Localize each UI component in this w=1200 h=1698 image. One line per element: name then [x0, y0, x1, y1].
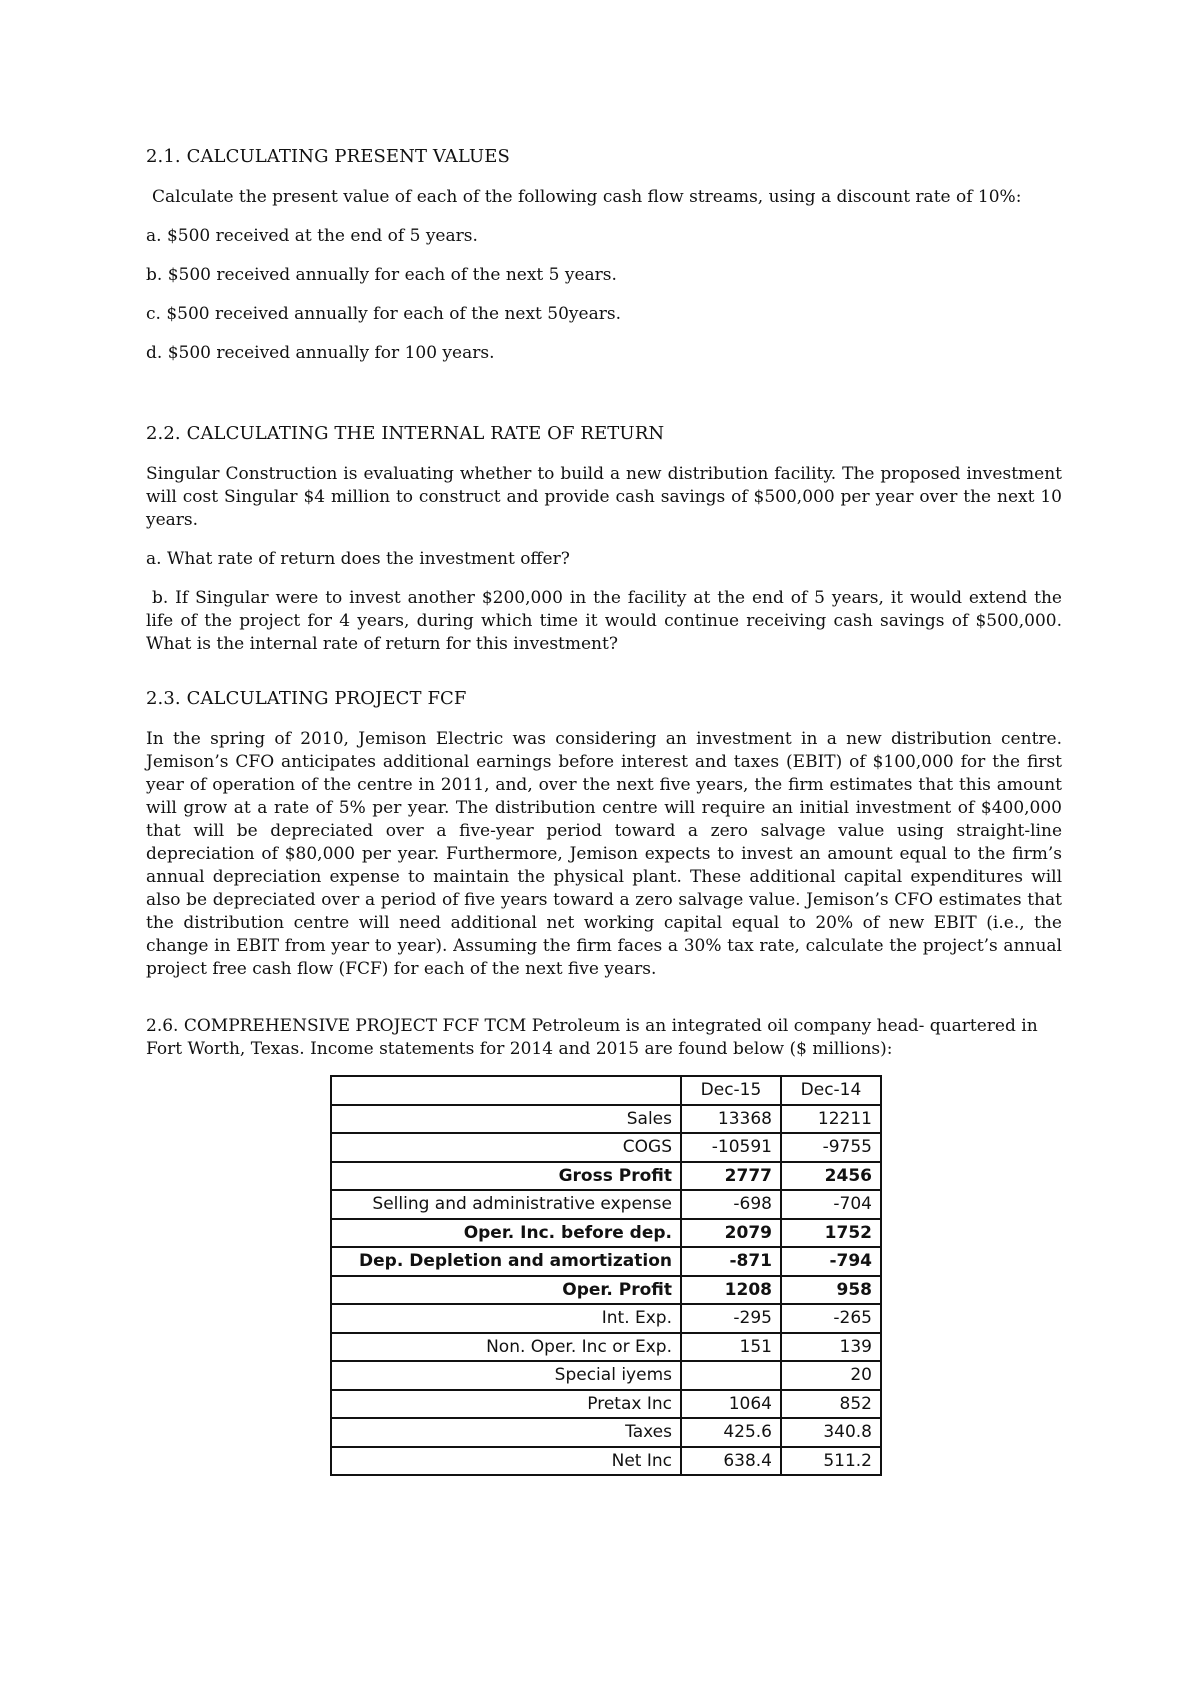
table-cell: 20 [781, 1361, 881, 1390]
table-row [331, 1304, 881, 1333]
table-cell: -794 [781, 1247, 881, 1276]
table-cell: 1064 [681, 1390, 781, 1419]
table-row [331, 1133, 881, 1162]
table-cell: 638.4 [681, 1447, 781, 1476]
list-item: d. $500 received annually for 100 years. [146, 343, 495, 363]
table-cell: 340.8 [781, 1418, 881, 1447]
section-2-6 [146, 1015, 1062, 1077]
row-label: Selling and administrative expense [331, 1190, 681, 1219]
table-cell: 1208 [681, 1276, 781, 1305]
list-item: a. What rate of return does the investment offer? [146, 549, 570, 569]
table-cell: 958 [781, 1276, 881, 1305]
section-heading: 2.1. CALCULATING PRESENT VALUES [146, 146, 510, 167]
table-cell [331, 1076, 681, 1105]
table-row [331, 1447, 881, 1476]
table-cell: 2456 [781, 1162, 881, 1191]
list-item: b. If Singular were to invest another $200,000 in the facility at the end of 5 years, it would extend the life of the project for 4 years, during which time it would continue receiving cash savings of $500,000. What is the internal rate of return for this investment? [146, 588, 1062, 654]
table-cell: -9755 [781, 1133, 881, 1162]
section-heading: 2.3. CALCULATING PROJECT FCF [146, 688, 467, 709]
table-row [331, 1247, 881, 1276]
table-header-row [331, 1076, 881, 1105]
row-label: Oper. Profit [331, 1276, 681, 1305]
row-label: COGS [331, 1133, 681, 1162]
column-header: Dec-14 [781, 1076, 881, 1105]
table-cell: 151 [681, 1333, 781, 1362]
table-cell: 2079 [681, 1219, 781, 1248]
table-cell: 852 [781, 1390, 881, 1419]
financial-table [330, 1075, 882, 1476]
table-row [331, 1162, 881, 1191]
section-intro: Singular Construction is evaluating whether to build a new distribution facility. The proposed investment will cost Singular $4 million to construct and provide cash savings of $500,000 per year over the next 10 years. [146, 464, 1062, 530]
table-cell: -698 [681, 1190, 781, 1219]
column-header: Dec-15 [681, 1076, 781, 1105]
table-row [331, 1361, 881, 1390]
table-cell [681, 1361, 781, 1390]
table-cell: -10591 [681, 1133, 781, 1162]
table-cell: 139 [781, 1333, 881, 1362]
row-label: Pretax Inc [331, 1390, 681, 1419]
section-intro: 2.6. COMPREHENSIVE PROJECT FCF TCM Petroleum is an integrated oil company head- quartered in Fort Worth, Texas. Income statements for 2014 and 2015 are found below ($ millions): [146, 1016, 1038, 1059]
table-row [331, 1219, 881, 1248]
table-cell: 425.6 [681, 1418, 781, 1447]
table-row [331, 1390, 881, 1419]
row-label: Dep. Depletion and amortization [331, 1247, 681, 1276]
table-cell: 2777 [681, 1162, 781, 1191]
table-cell: 12211 [781, 1105, 881, 1134]
table-cell: -295 [681, 1304, 781, 1333]
list-item: c. $500 received annually for each of the next 50years. [146, 304, 621, 324]
table-row [331, 1418, 881, 1447]
list-item: b. $500 received annually for each of the next 5 years. [146, 265, 617, 285]
table-cell: 1752 [781, 1219, 881, 1248]
row-label: Gross Profit [331, 1162, 681, 1191]
income-statement-table [330, 1075, 882, 1476]
table-row [331, 1190, 881, 1219]
section-2-3 [146, 688, 1062, 997]
table-cell: 13368 [681, 1105, 781, 1134]
table-row [331, 1105, 881, 1134]
row-label: Sales [331, 1105, 681, 1134]
section-heading: 2.2. CALCULATING THE INTERNAL RATE OF RETURN [146, 423, 665, 444]
table-row [331, 1276, 881, 1305]
section-body: In the spring of 2010, Jemison Electric was considering an investment in a new distribution centre. Jemison’s CFO anticipates additional earnings before interest and taxes (EBIT) of $100,000 for the first year of operation of the centre in 2011, and, over the next five years, the firm estimates that this amount will grow at a rate of 5% per year. The distribution centre will require an initial investment of $400,000 that will be depreciated over a five-year period toward a zero salvage value using straight-line depreciation of $80,000 per year. Furthermore, Jemison expects to invest an amount equal to the firm’s annual depreciation expense to maintain the physical plant. These additional capital expenditures will also be depreciated over a period of five years toward a zero salvage value. Jemison’s CFO estimates that the distribution centre will need additional net working capital equal to 20% of new EBIT (i.e., the change in EBIT from year to year). Assuming the firm faces a 30% tax rate, calculate the project’s annual project free cash flow (FCF) for each of the next five years. [146, 729, 1062, 979]
row-label: Non. Oper. Inc or Exp. [331, 1333, 681, 1362]
table-cell: -871 [681, 1247, 781, 1276]
section-2-2 [146, 423, 1062, 672]
table-cell: -704 [781, 1190, 881, 1219]
table-cell: 511.2 [781, 1447, 881, 1476]
table-row [331, 1333, 881, 1362]
row-label: Taxes [331, 1418, 681, 1447]
row-label: Oper. Inc. before dep. [331, 1219, 681, 1248]
section-intro: Calculate the present value of each of the following cash flow streams, using a discount rate of 10%: [152, 187, 1022, 207]
section-2-1 [146, 146, 1062, 381]
table-cell: -265 [781, 1304, 881, 1333]
list-item: a. $500 received at the end of 5 years. [146, 226, 478, 246]
row-label: Int. Exp. [331, 1304, 681, 1333]
row-label: Special iyems [331, 1361, 681, 1390]
row-label: Net Inc [331, 1447, 681, 1476]
